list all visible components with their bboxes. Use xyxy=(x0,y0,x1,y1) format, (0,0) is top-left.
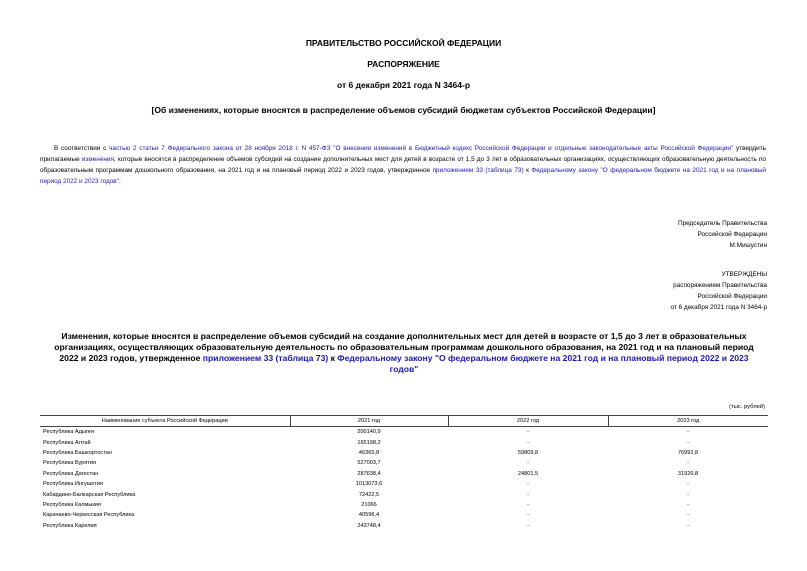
value-2023: - xyxy=(687,429,689,436)
value-2023: - xyxy=(687,439,689,446)
value-2023: - xyxy=(687,512,689,519)
region-name: Кабардино-Балкарская Республика xyxy=(43,491,136,498)
signature-org: Российской Федерации xyxy=(697,231,767,238)
value-2021: 243748,4 xyxy=(357,522,381,529)
header-2023: 2023 год xyxy=(608,416,768,427)
annex-heading-budget-law-link[interactable]: Федеральному закону "О федеральном бюджете на 2021 год и на плановый период 2022 и 2023 годов" xyxy=(337,353,749,374)
header-2021: 2021 год xyxy=(290,416,448,427)
annex-heading-annex-33-link[interactable]: приложением 33 (таблица 73) xyxy=(202,353,329,363)
document-type: РАСПОРЯЖЕНИЕ xyxy=(367,59,440,69)
value-2021: 21066 xyxy=(361,501,377,508)
approval-date: от 6 декабря 2021 года N 3464-р xyxy=(670,304,767,311)
region-name: Республика Калмыкия xyxy=(43,501,101,508)
order-paragraph xyxy=(40,143,766,187)
region-name: Республика Карелия xyxy=(43,522,97,529)
value-2023: - xyxy=(687,481,689,488)
table-row xyxy=(40,469,768,479)
value-2021: 527003,7 xyxy=(357,460,381,467)
value-2023: 76992,8 xyxy=(677,449,699,456)
value-2021: 200140,9 xyxy=(357,429,381,436)
annex-heading xyxy=(44,331,764,375)
region-name: Республика Башкортостан xyxy=(43,449,112,456)
value-2021: 72422,5 xyxy=(358,491,380,498)
federal-budget-law-link[interactable]: Федеральному закону "О федеральном бюджете на 2021 год и на плановый период 2022 и 2023 годов" xyxy=(40,167,766,185)
table-header-row xyxy=(40,416,768,427)
value-2023: - xyxy=(687,491,689,498)
header-2022: 2022 год xyxy=(448,416,608,427)
table-row xyxy=(40,510,768,520)
subsidy-table xyxy=(40,415,768,531)
value-2022: 24801,5 xyxy=(517,470,539,477)
table-row xyxy=(40,458,768,468)
value-2022: - xyxy=(527,501,529,508)
value-2023: - xyxy=(687,522,689,529)
paragraph-text-4: к xyxy=(523,167,532,174)
approval-title: УТВЕРЖДЕНЫ xyxy=(721,271,767,278)
value-2023: 31926,8 xyxy=(677,470,699,477)
signature-position: Председатель Правительства xyxy=(678,220,767,227)
region-name: Республика Адыгея xyxy=(43,429,94,436)
signature-block xyxy=(678,218,767,251)
table-row xyxy=(40,521,768,531)
value-2022: - xyxy=(527,481,529,488)
value-2021: 46365,8 xyxy=(358,449,380,456)
document-date: от 6 декабря 2021 года N 3464-р xyxy=(336,80,471,90)
approval-line-2: распоряжением Правительства xyxy=(673,282,767,289)
value-2021: 40596,4 xyxy=(358,512,380,519)
annex-33-link[interactable]: приложением 33 (таблица 73) xyxy=(432,167,524,174)
value-2022: 59809,8 xyxy=(517,449,539,456)
header-region: Наименование субъекта Российской Федерации xyxy=(40,416,290,427)
approval-line-3: Российской Федерации xyxy=(697,293,767,300)
table-row xyxy=(40,489,768,499)
table-row xyxy=(40,479,768,489)
region-name: Карачаево-Черкесская Республика xyxy=(43,512,135,519)
table-row xyxy=(40,448,768,458)
value-2022: - xyxy=(527,439,529,446)
paragraph-text-3: , которые вносятся в распределение объемов субсидий на создание дополнительных мест для детей в возрасте от 1,5 до 3 лет в образовательных организациях, осуществляющих образовательную деятельность по образовательным программам дошкольного образования, на 2021 год и на плановый период 2022 и 2023 годов, утвержденное xyxy=(40,156,767,174)
region-name: Республика Дагестан xyxy=(43,470,99,477)
value-2022: - xyxy=(527,429,529,436)
paragraph-text-1: В соответствии с xyxy=(54,145,110,152)
table-row xyxy=(40,500,768,510)
changes-link[interactable]: изменения xyxy=(81,156,114,163)
value-2022: - xyxy=(527,522,529,529)
paragraph-text-2: утвердить прилагаемые xyxy=(40,145,766,163)
table-units: (тыс. рублей) xyxy=(729,404,765,410)
value-2021: 1013073,6 xyxy=(355,481,383,488)
value-2023: - xyxy=(687,501,689,508)
value-2022: - xyxy=(527,491,529,498)
annex-heading-text-2: к xyxy=(328,353,338,363)
value-2021: 287638,4 xyxy=(357,470,381,477)
value-2022: - xyxy=(527,512,529,519)
value-2021: 165198,2 xyxy=(357,439,381,446)
value-2022: - xyxy=(527,460,529,467)
value-2023: - xyxy=(687,460,689,467)
region-name: Республика Ингушетия xyxy=(43,481,103,488)
region-name: Республика Бурятия xyxy=(43,460,96,467)
table-row xyxy=(40,437,768,447)
signature-name: М.Мишустин xyxy=(729,242,767,249)
table-row xyxy=(40,427,768,438)
approval-block xyxy=(670,269,767,313)
law-457-fz-link[interactable]: частью 2 статьи 7 Федерального закона от 28 ноября 2018 г. N 457-ФЗ "О внесении изменений в Бюджетный кодекс Российской Федерации и отдельные законодательные акты Российской Федерации" xyxy=(109,145,734,152)
annex-heading-text-1: Изменения, которые вносятся в распределение объемов субсидий на создание дополнительных мест для детей в возрасте от 1,5 до 3 лет в образовательных организациях, осуществляющих образовательную деятельность по образовательным программам дошкольного образования, на 2021 год и на плановый период 2022 и 2023 годов, утвержденное xyxy=(54,331,754,363)
region-name: Республика Алтай xyxy=(43,439,91,446)
paragraph-text-5: . xyxy=(118,178,121,185)
document-subtitle: [Об изменениях, которые вносятся в распределение объемов субсидий бюджетам субъектов Российской Федерации] xyxy=(151,105,656,115)
government-title: ПРАВИТЕЛЬСТВО РОССИЙСКОЙ ФЕДЕРАЦИИ xyxy=(305,38,502,48)
